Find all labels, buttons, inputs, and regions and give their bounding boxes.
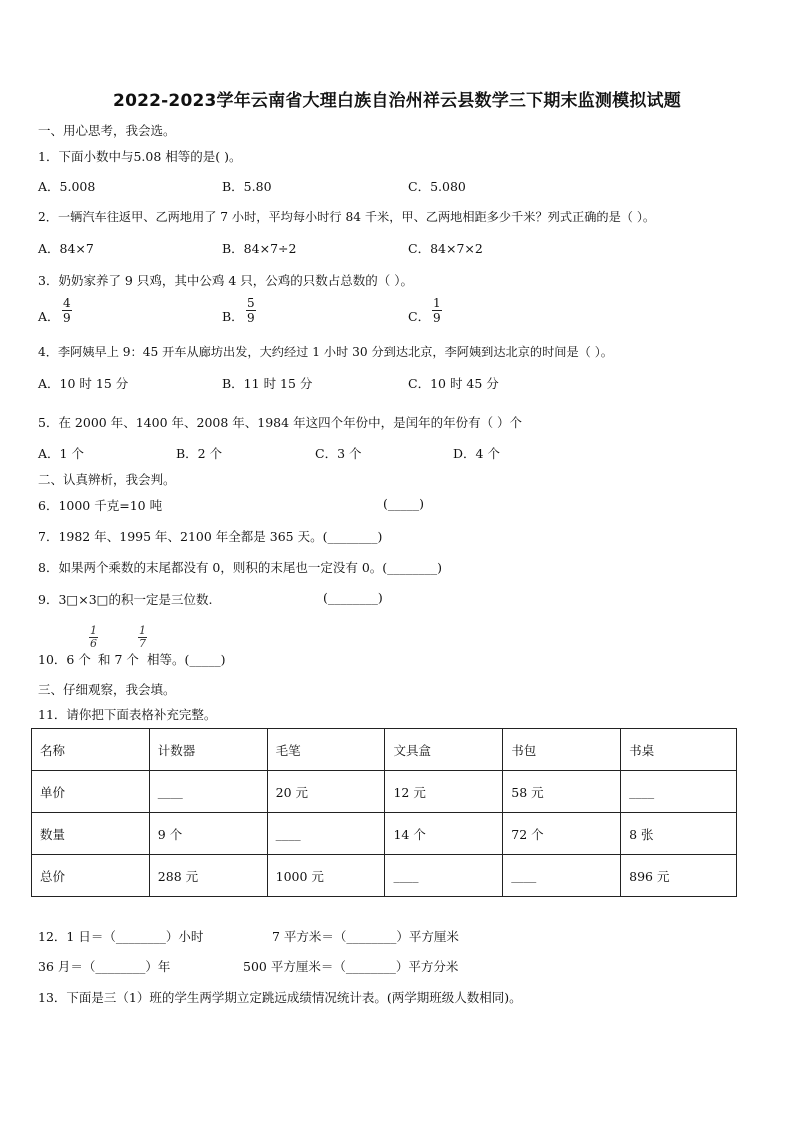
table-cell-blank[interactable]: ____: [621, 771, 737, 813]
q3-option-c-label: C．: [408, 309, 431, 324]
table-cell: 12 元: [385, 771, 503, 813]
q10-fraction-1: [89, 625, 98, 650]
question-4: 4．李阿姨早上 9：45 开车从廊坊出发，大约经过 1 小时 30 分到达北京，李阿姨到达北京的时间是（ ）。: [38, 345, 613, 359]
table-cell: 72 个: [503, 813, 621, 855]
question-12-line1-right: 7 平方米＝（________）平方厘米: [272, 929, 459, 944]
fraction-denominator: 9: [63, 311, 71, 325]
question-10-prefix: 10．6 个: [38, 652, 91, 667]
q2-option-a[interactable]: A．84×7: [38, 241, 94, 256]
q3-option-a-fraction: [62, 296, 72, 325]
q6-answer-blank[interactable]: (_____): [383, 496, 425, 511]
q3-option-a[interactable]: [38, 307, 60, 325]
table-row: [32, 813, 737, 855]
q1-option-c[interactable]: C．5.080: [408, 179, 466, 194]
question-10-suffix: 相等。(_____): [147, 652, 226, 667]
q4-option-b[interactable]: B．11 时 15 分: [222, 376, 313, 391]
price-table: [31, 728, 737, 897]
fraction-numerator: 1: [433, 296, 441, 310]
q5-option-a[interactable]: A．1 个: [38, 446, 84, 461]
question-6: 6．1000 千克=10 吨: [38, 498, 163, 513]
q10-fraction-2: [138, 625, 147, 650]
q2-option-c[interactable]: C．84×7×2: [408, 241, 483, 256]
question-3: 3．奶奶家养了 9 只鸡，其中公鸡 4 只，公鸡的只数占总数的（ ）。: [38, 273, 413, 288]
fraction-numerator: 1: [90, 624, 97, 637]
table-cell-blank[interactable]: ____: [149, 771, 267, 813]
fraction-numerator: 1: [139, 624, 146, 637]
section-3-heading: 三、仔细观察，我会填。: [38, 682, 176, 697]
table-cell: 书包: [503, 729, 621, 771]
q2-option-b[interactable]: B．84×7÷2: [222, 241, 297, 256]
table-cell: 数量: [32, 813, 150, 855]
table-row: [32, 729, 737, 771]
question-12-line2-right: 500 平方厘米＝（________）平方分米: [243, 959, 459, 974]
q5-option-c[interactable]: C．3 个: [315, 446, 362, 461]
table-cell: 20 元: [267, 771, 385, 813]
table-cell: 单价: [32, 771, 150, 813]
table-cell: 1000 元: [267, 855, 385, 897]
question-12-line2-left: 36 月＝（________）年: [38, 959, 171, 974]
table-cell: 毛笔: [267, 729, 385, 771]
q3-option-b-label: B．: [222, 309, 244, 324]
question-5: 5．在 2000 年、1400 年、2008 年、1984 年这四个年份中，是闰年的年份有（ ）个: [38, 415, 523, 430]
table-cell-blank[interactable]: ____: [267, 813, 385, 855]
table-row: [32, 855, 737, 897]
q5-option-d[interactable]: D．4 个: [453, 446, 500, 461]
q4-option-a[interactable]: A．10 时 15 分: [38, 376, 129, 391]
q9-answer-blank[interactable]: (________): [323, 590, 383, 605]
question-2: 2．一辆汽车往返甲、乙两地用了 7 小时，平均每小时行 84 千米，甲、乙两地相距多少千米？列式正确的是（ ）。: [38, 210, 656, 224]
question-10-mid: 和 7 个: [98, 652, 139, 667]
table-cell: 896 元: [621, 855, 737, 897]
question-12-line1-left: 12．1 日＝（________）小时: [38, 929, 204, 944]
table-row: [32, 771, 737, 813]
table-cell: 8 张: [621, 813, 737, 855]
table-cell: 文具盒: [385, 729, 503, 771]
table-cell: 名称: [32, 729, 150, 771]
page-title: 2022-2023学年云南省大理白族自治州祥云县数学三下期末监测模拟试题: [113, 91, 681, 111]
table-cell: 9 个: [149, 813, 267, 855]
table-cell-blank[interactable]: ____: [503, 855, 621, 897]
section-1-heading: 一、用心思考，我会选。: [38, 123, 176, 138]
question-11: 11．请你把下面表格补充完整。: [38, 707, 217, 722]
fraction-denominator: 9: [433, 311, 441, 325]
q3-option-b-fraction: [246, 296, 256, 325]
q1-option-b[interactable]: B．5.80: [222, 179, 272, 194]
table-cell: 58 元: [503, 771, 621, 813]
q4-option-c[interactable]: C．10 时 45 分: [408, 376, 499, 391]
q3-option-c-fraction: [432, 296, 442, 325]
q5-option-b[interactable]: B．2 个: [176, 446, 223, 461]
table-cell: 书桌: [621, 729, 737, 771]
q3-option-c[interactable]: [408, 307, 430, 325]
table-cell: 14 个: [385, 813, 503, 855]
fraction-denominator: 7: [139, 637, 146, 650]
table-cell: 288 元: [149, 855, 267, 897]
table-cell: 计数器: [149, 729, 267, 771]
question-9: 9．3□×3□的积一定是三位数.: [38, 592, 213, 607]
question-13: 13．下面是三（1）班的学生两学期立定跳远成绩情况统计表。(两学期班级人数相同)。: [38, 990, 522, 1005]
question-8: 8．如果两个乘数的末尾都没有 0，则积的末尾也一定没有 0。(________): [38, 560, 443, 575]
fraction-numerator: 5: [247, 296, 255, 310]
table-cell-blank[interactable]: ____: [385, 855, 503, 897]
q3-option-b[interactable]: [222, 307, 244, 325]
question-7: 7．1982 年、1995 年、2100 年全都是 365 天。(________): [38, 529, 383, 544]
table-cell: 总价: [32, 855, 150, 897]
section-2-heading: 二、认真辨析，我会判。: [38, 472, 176, 487]
q3-option-a-label: A．: [38, 309, 60, 324]
fraction-numerator: 4: [63, 296, 71, 310]
fraction-denominator: 9: [247, 311, 255, 325]
fraction-denominator: 6: [90, 637, 97, 650]
q1-option-a[interactable]: A．5.008: [38, 179, 96, 194]
question-1: 1．下面小数中与5.08 相等的是( )。: [38, 149, 242, 164]
